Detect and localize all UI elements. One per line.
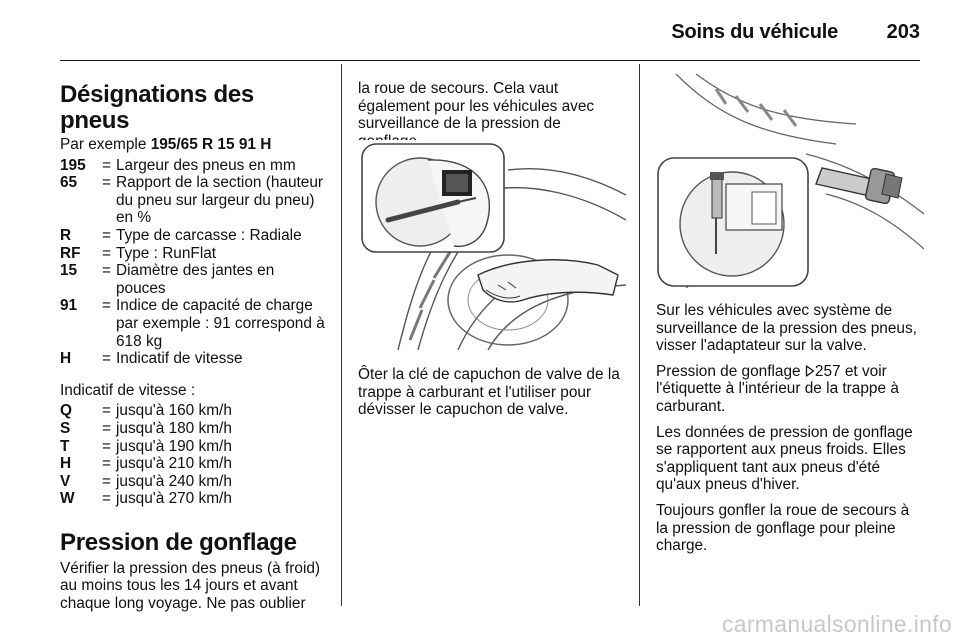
definition-row-key: 65: [60, 174, 78, 192]
definition-row-key: 195: [60, 156, 86, 174]
chapter-title: Soins du véhicule: [671, 21, 838, 43]
definition-list: [60, 157, 328, 368]
definition-row-value: Indicatif de vitesse: [116, 350, 243, 368]
equals-sign: =: [102, 156, 111, 174]
section-heading-inflation-pressure: Pression de gonflage: [60, 528, 297, 556]
speed-row-value: jusqu'à 180 km/h: [116, 419, 232, 437]
definition-row: [60, 297, 328, 350]
section-heading-tire-designations: Désignations des pneus: [60, 81, 254, 134]
page-number: 203: [886, 21, 920, 43]
pressure-paragraph-1: Vérifier la pression des pneus (à froid) au moins tous les 14 jours et avant chaque long voyage. Ne pas oublier: [60, 559, 321, 613]
definition-row-key: R: [60, 226, 72, 244]
speed-row-value: jusqu'à 190 km/h: [116, 437, 232, 455]
example-line: Par exemple 195/65 R 15 91 H: [60, 136, 272, 153]
equals-sign: =: [102, 437, 111, 455]
column-3: [656, 302, 924, 555]
definition-row: [60, 157, 328, 175]
definition-row-value: Type : RunFlat: [116, 244, 217, 262]
speed-row: [60, 402, 328, 420]
definition-row: [60, 350, 328, 368]
equals-sign: =: [102, 455, 111, 473]
speed-row: [60, 490, 328, 508]
equals-sign: =: [102, 244, 111, 262]
equals-sign: =: [102, 419, 111, 437]
speed-row-key: V: [60, 472, 71, 490]
example-code: 195/65 R 15 91 H: [150, 136, 272, 153]
pressure-paragraph-4: Les données de pression de gonflage se rapportent aux pneus froids. Elles s'appliquent tant aux pneus d'été qu'aux pneus d'hiver.: [656, 423, 913, 494]
equals-sign: =: [102, 402, 111, 420]
speed-row-value: jusqu'à 160 km/h: [116, 402, 232, 420]
column-divider-2: [639, 64, 640, 606]
speed-row-key: W: [60, 490, 75, 508]
equals-sign: =: [102, 472, 111, 490]
equals-sign: =: [102, 350, 111, 368]
definition-row-value: Rapport de la section (hauteur du pneu sur largeur du pneu) en %: [116, 174, 324, 227]
speed-row: [60, 420, 328, 438]
pressure-paragraph-1-continued: la roue de secours. Cela vaut également pour les véhicules avec surveillance de la pression de: [358, 80, 595, 133]
speed-row-value: jusqu'à 270 km/h: [116, 490, 232, 508]
definition-row-key: RF: [60, 244, 81, 262]
speed-row-value: jusqu'à 210 km/h: [116, 455, 232, 473]
page-reference-arrow-icon: [805, 364, 815, 376]
definition-row-key: 15: [60, 262, 78, 280]
definition-row-key: H: [60, 350, 72, 368]
pressure-paragraph-5: Toujours gonfler la roue de secours à la pression de gonflage pour pleine charge.: [656, 501, 910, 555]
valve-adapter-illustration: [656, 74, 924, 288]
column-divider-1: [341, 64, 342, 606]
pressure-paragraph-2: Sur les véhicules avec système de surveillance de la pression des pneus, visser l'adaptateur sur la valve.: [656, 302, 917, 355]
definition-row: [60, 262, 328, 297]
definition-row-value: Indice de capacité de charge par exemple : 91 correspond à 618 kg: [116, 297, 325, 350]
pressure-paragraph-3: Pression de gonflage 257 et voir l'étiquette à l'intérieur de la trappe à carburant.: [656, 362, 899, 415]
speed-list: [60, 402, 328, 508]
definition-row: [60, 174, 328, 227]
equals-sign: =: [102, 262, 111, 280]
page-reference[interactable]: 257: [814, 362, 841, 380]
definition-row: [60, 227, 328, 245]
equals-sign: =: [102, 226, 111, 244]
speed-row: [60, 473, 328, 491]
speed-row: [60, 455, 328, 473]
equals-sign: =: [102, 490, 111, 508]
definition-row-value: Diamètre des jantes en pouces: [116, 262, 275, 297]
speed-intro: Indicatif de vitesse :: [60, 381, 196, 399]
definition-row: [60, 245, 328, 263]
speed-row-key: S: [60, 419, 71, 437]
page-header: [60, 20, 920, 61]
definition-row-key: 91: [60, 297, 78, 315]
speed-row-key: H: [60, 455, 72, 473]
speed-row: [60, 438, 328, 456]
column-1: [60, 82, 328, 613]
figure-caption-valve-cap: Ôter la clé de capuchon de valve de la trappe à carburant et l'utiliser pour dévisser le capuchon de valve.: [358, 366, 620, 419]
speed-row-key: Q: [60, 402, 72, 420]
equals-sign: =: [102, 174, 111, 192]
speed-row-key: T: [60, 437, 70, 455]
watermark: carmanualsonline.info: [721, 611, 952, 637]
definition-row-value: Largeur des pneus en mm: [116, 156, 296, 174]
valve-cap-removal-illustration: [358, 140, 626, 350]
equals-sign: =: [102, 297, 111, 315]
definition-row-value: Type de carcasse : Radiale: [116, 226, 302, 244]
speed-row-value: jusqu'à 240 km/h: [116, 472, 232, 490]
